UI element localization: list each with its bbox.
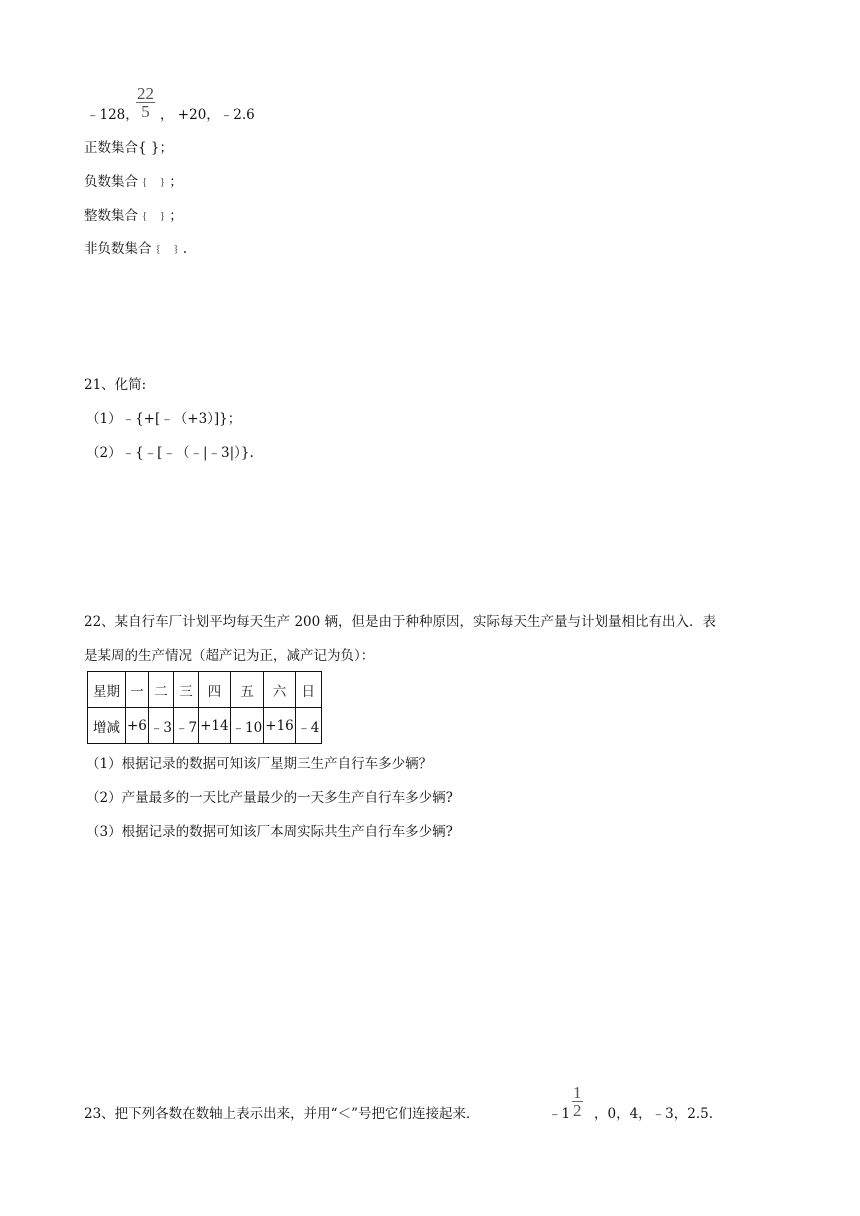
- production-table: [87, 671, 322, 744]
- q23-number-list: ，0，4，﹣3，2.5.: [594, 1106, 714, 1122]
- table-cell: ﹣7: [174, 708, 199, 744]
- positive-set: 正数集合{ }；: [84, 140, 173, 156]
- q23-mixed-whole: ﹣1: [548, 1106, 571, 1122]
- table-cell: +14: [199, 708, 231, 744]
- table-cell: 星期: [88, 672, 126, 708]
- table-cell: 日: [295, 672, 321, 708]
- table-header-row: [88, 672, 322, 708]
- fraction-denominator: 2: [573, 1101, 582, 1120]
- table-cell: 六: [264, 672, 296, 708]
- q22-question-3: （3）根据记录的数据可知该厂本周实际共生产自行车多少辆?: [86, 824, 453, 840]
- fraction-22-5: [136, 85, 155, 120]
- numbers-list-part1: ﹣128，: [86, 107, 139, 123]
- q22-text-line1: 22、某自行车厂计划平均每天生产 200 辆，但是由于种种原因，实际每天生产量与计划量相比有出入．表: [84, 614, 717, 630]
- fraction-denominator: 5: [141, 102, 150, 121]
- table-cell: +16: [264, 708, 296, 744]
- integer-set: 整数集合﹛ ﹜；: [84, 208, 183, 224]
- table-cell: 二: [148, 672, 173, 708]
- table-cell: 一: [126, 672, 149, 708]
- q21-item-1: （1）﹣{+[﹣（+3）]}；: [86, 411, 242, 427]
- q22-question-1: （1）根据记录的数据可知该厂星期三生产自行车多少辆？: [86, 756, 433, 772]
- table-cell: ﹣4: [295, 708, 321, 744]
- non-negative-set: 非负数集合﹛ ﹜.: [84, 241, 188, 257]
- q21-item-2: （2）﹣{﹣[﹣（﹣|﹣3|）}.: [86, 445, 254, 461]
- table-cell: ﹣10: [230, 708, 264, 744]
- table-cell: 五: [230, 672, 264, 708]
- q22-question-2: （2）产量最多的一天比产量最少的一天多生产自行车多少辆?: [86, 790, 453, 806]
- table-cell: 四: [199, 672, 231, 708]
- negative-set: 负数集合﹛ ﹜；: [84, 174, 183, 190]
- q22-text-line2: 是某周的生产情况（超产记为正，减产记为负）：: [84, 648, 375, 664]
- fraction-numerator: 1: [573, 1083, 582, 1102]
- table-cell: ﹣3: [148, 708, 173, 744]
- numbers-list-part2: ， +20，﹣2.6: [160, 107, 255, 123]
- q21-title: 21、化简:: [84, 377, 147, 393]
- table-cell: +6: [126, 708, 149, 744]
- q23-text: 23、把下列各数在数轴上表示出来，并用“＜”号把它们连接起来．: [84, 1106, 480, 1122]
- fraction-numerator: 22: [137, 84, 154, 103]
- table-row: [88, 708, 322, 744]
- table-cell: 三: [174, 672, 199, 708]
- table-cell: 增减: [88, 708, 126, 744]
- fraction-1-2: [572, 1084, 583, 1119]
